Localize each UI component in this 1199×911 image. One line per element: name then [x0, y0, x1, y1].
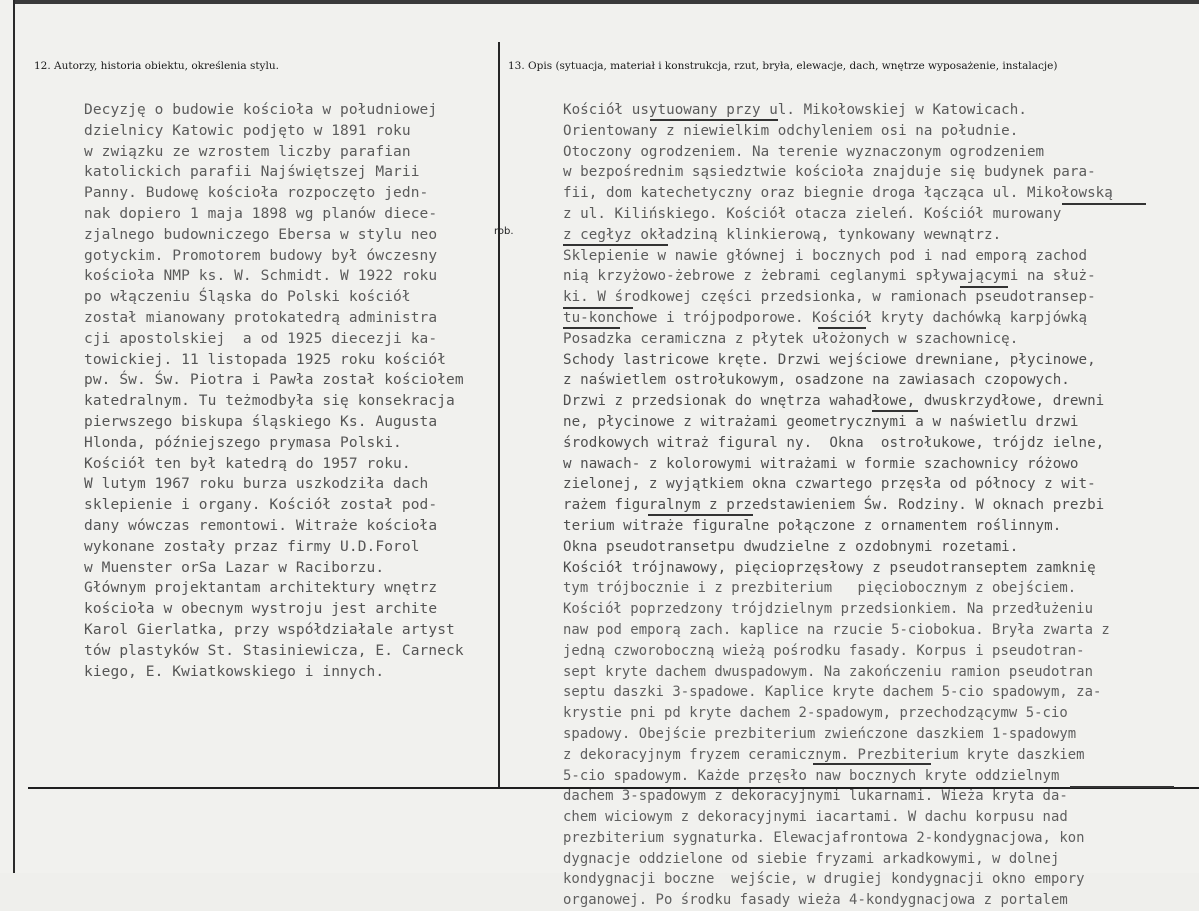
history-text-line: w związku ze wzrostem liczby parafian — [84, 143, 411, 160]
history-text-line: Decyzję o budowie kościoła w południowej — [84, 102, 438, 118]
underline-trojnawowy — [648, 514, 753, 516]
description-text-line: dachem 3-spadowym z dekoracyjnymi lukarnami. Wieża kryta da- — [563, 788, 1068, 805]
description-text-line: z cegłyz okładziną klinkierową, tynkowany wewnątrz. — [563, 226, 1002, 243]
description-text-line: septu daszki 3-spadowe. Kaplice kryte dachem 5-cio spadowym, za- — [563, 684, 1102, 701]
history-text-line: Głównym projektantam architektury wnętrz — [84, 580, 438, 597]
description-text-line: dygnacje oddzielone od siebie fryzami arkadkowymi, w dolnej — [563, 850, 1060, 867]
description-text-line: Otoczony ogrodzeniem. Na terenie wyznaczonym ogrodzeniem — [563, 143, 1045, 160]
handwritten-margin-note: rob. — [494, 226, 514, 237]
description-text-line: spadowy. Obejście prezbiterium zwieńczone daszkiem 1-spadowym — [563, 725, 1077, 742]
description-text-line: Sklepienie w nawie głównej i bocznych pod i nad emporą zachod — [563, 247, 1088, 264]
history-text-line: katolickich parafii Najświętszej Marii — [84, 164, 420, 181]
underline-okna — [872, 410, 918, 412]
history-text-line: Kościół ten był katedrą do 1957 roku. — [84, 455, 411, 472]
description-text-line: zielonej, z wyjątkiem okna czwartego przęsła od północy z wit- — [563, 476, 1096, 493]
history-text-line: po włączeniu Śląska do Polski kościół — [84, 289, 411, 306]
description-text-line: Okna pseudotransetpu dwudzielne z ozdobnymi rozetami. — [563, 538, 1019, 555]
underline-sklepienie — [563, 244, 668, 246]
history-text-line: nak dopiero 1 maja 1898 wg planów diece- — [84, 205, 438, 222]
section-12-heading: 12. Autorzy, historia obiektu, określenia stylu. — [34, 60, 279, 72]
history-text-line: został mianowany protokatedrą administra — [84, 309, 438, 326]
description-text-line: sept kryte dachem dwuspadowym. Na zakończeniu ramion pseudotran — [563, 663, 1094, 680]
history-text-line: sklepienie i organy. Kościół został pod- — [84, 497, 438, 514]
underline-drzwi — [818, 327, 866, 329]
history-text-line: Panny. Budowę kościoła rozpoczęto jedn- — [84, 185, 429, 202]
history-text-line: towickiej. 11 listopada 1925 roku kościół — [84, 351, 447, 368]
underline-murowany — [1062, 203, 1146, 205]
history-text-line: katedralnym. Tu teżmodbyła się konsekracja — [84, 393, 455, 410]
underline-portal — [1070, 786, 1174, 788]
description-text-line: Posadzka ceramiczna z płytek ułożonych w szachownicę. — [563, 330, 1019, 347]
history-text-line: pw. Św. Św. Piotra i Pawła został kościołem — [84, 372, 464, 389]
description-text-column — [563, 100, 1199, 911]
description-text-line: Kościół poprzedzony trójdzielnym przedsionkiem. Na przedłużeniu — [563, 601, 1094, 618]
description-text-line: terium witraże figuralne połączone z ornamentem roślinnym. — [563, 517, 1062, 534]
history-text-line: kościoła NMP ks. W. Schmidt. W 1922 roku — [84, 268, 438, 285]
description-text-line: ki. W środkowej części przedsionka, w ramionach pseudotransep- — [563, 289, 1096, 306]
history-text-line: tów plastyków St. Stasiniewicza, E. Carneck — [84, 642, 464, 659]
underline-kryty — [960, 286, 1008, 288]
history-text-line: Hlonda, późniejszego prymasa Polski. — [84, 434, 402, 451]
history-text-line: zjalnego budowniczego Ebersa w stylu neo — [84, 226, 438, 243]
history-text-line: dany wówczas remontowi. Witraże kościoła — [84, 517, 438, 534]
underline-elewacja — [813, 763, 931, 765]
description-text-line: rażem figuralnym z przedstawieniem Św. Rodziny. W oknach prezbi — [563, 497, 1105, 514]
left-border — [13, 0, 15, 873]
underline-posadzka — [563, 307, 633, 309]
description-text-line: 5-cio spadowym. Każde przęsło naw bocznych kryte oddzielnym — [563, 767, 1060, 784]
description-text-line: z naświetlem ostrołukowym, osadzone na zawiasach czopowych. — [563, 372, 1070, 389]
history-text-line: W lutym 1967 roku burza uszkodziła dach — [84, 476, 429, 493]
history-text-line: cji apostolskiej a od 1925 diecezji ka- — [84, 330, 438, 347]
history-text-line: gotyckim. Promotorem budowy był ówczesny — [84, 247, 438, 264]
description-text-line: krystie pni pd kryte dachem 2-spadowym, przechodzącymw 5-cio — [563, 705, 1068, 722]
description-text-line: kondygnacji boczne wejście, w drugiej kondygnacji okno empory — [563, 871, 1085, 888]
description-text-line: naw pod emporą zach. kaplice na rzucie 5-ciobokua. Bryła zwarta z — [563, 621, 1110, 638]
description-text-line: Schody lastricowe kręte. Drzwi wejściowe drewniane, płycinowe, — [563, 351, 1096, 368]
description-text-line: w nawach- z kolorowymi witrażami w formie szachownicy różowo — [563, 455, 1079, 472]
description-text-line: ne, płycinowe z witrażami geometrycznymi a w naświetlu drzwi — [563, 413, 1079, 430]
description-text-line: Orientowany z niewielkim odchyleniem osi na południe. — [563, 122, 1019, 139]
history-text-column — [84, 100, 494, 682]
underline-usytuowany — [650, 119, 778, 121]
history-text-line: Karol Gierlatka, przy współdziałale artyst — [84, 621, 455, 638]
description-text-line: tym trójbocznie i z prezbiterium pięciobocznym z obejściem. — [563, 580, 1077, 597]
history-text-line: pierwszego biskupa śląskiego Ks. Augusta — [84, 413, 438, 430]
description-text-line: Kościół usytuowany przy ul. Mikołowskiej w Katowicach. — [563, 102, 1027, 118]
history-text-line: wykonane zostały przaz firmy U.D.Forol — [84, 538, 420, 555]
description-text-line: jedną czworoboczną wieżą pośrodku fasady. Korpus i pseudotran- — [563, 642, 1085, 659]
section-13-heading: 13. Opis (sytuacja, materiał i konstrukcja, rzut, bryła, elewacje, dach, wnętrze wyposażenie, instalacje) — [508, 60, 1058, 72]
description-text-line: z ul. Kilińskiego. Kościół otacza zieleń. Kościół murowany — [563, 205, 1062, 222]
description-text-line: tu-konchowe i trójpodporowe. Kościół kryty dachówką karpjówką — [563, 309, 1088, 326]
description-text-line: organowej. Po środku fasady wieża 4-kondygnacjowa z portalem — [563, 892, 1068, 909]
underline-schody — [563, 327, 620, 329]
description-text-line: prezbiterium sygnaturka. Elewacjafrontowa 2-kondygnacjowa, kon — [563, 829, 1085, 846]
description-text-line: Drzwi z przedsionak do wnętrza wahadłowe, dwuskrzydłowe, drewni — [563, 393, 1105, 410]
description-text-line: nią krzyżowo-żebrowe z żebrami ceglanymi spływającymi na służ- — [563, 268, 1096, 285]
history-text-line: kiego, E. Kwiatkowskiego i innych. — [84, 663, 385, 680]
column-divider — [498, 42, 500, 787]
history-text-line: kościoła w obecnym wystroju jest archite — [84, 601, 438, 618]
description-text-line: w bezpośrednim sąsiedztwie kościoła znajduje się budynek para- — [563, 164, 1096, 181]
history-text-line: dzielnicy Katowic podjęto w 1891 roku — [84, 122, 411, 139]
top-border — [13, 0, 1199, 4]
description-text-line: środkowych witraż figural ny. Okna ostrołukowe, trójdz ielne, — [563, 434, 1105, 451]
description-text-line: z dekoracyjnym fryzem ceramicznym. Prezbiterium kryte daszkiem — [563, 746, 1085, 763]
description-text-line: chem wiciowym z dekoracyjnymi iacartami. W dachu korpusu nad — [563, 809, 1068, 826]
description-text-line: fii, dom katechetyczny oraz biegnie droga łącząca ul. Mikołowską — [563, 185, 1113, 202]
description-text-line: Kościół trójnawowy, pięcioprzęsłowy z pseudotranseptem zamknię — [563, 559, 1096, 576]
history-text-line: w Muenster orSa Lazar w Raciborzu. — [84, 559, 385, 576]
